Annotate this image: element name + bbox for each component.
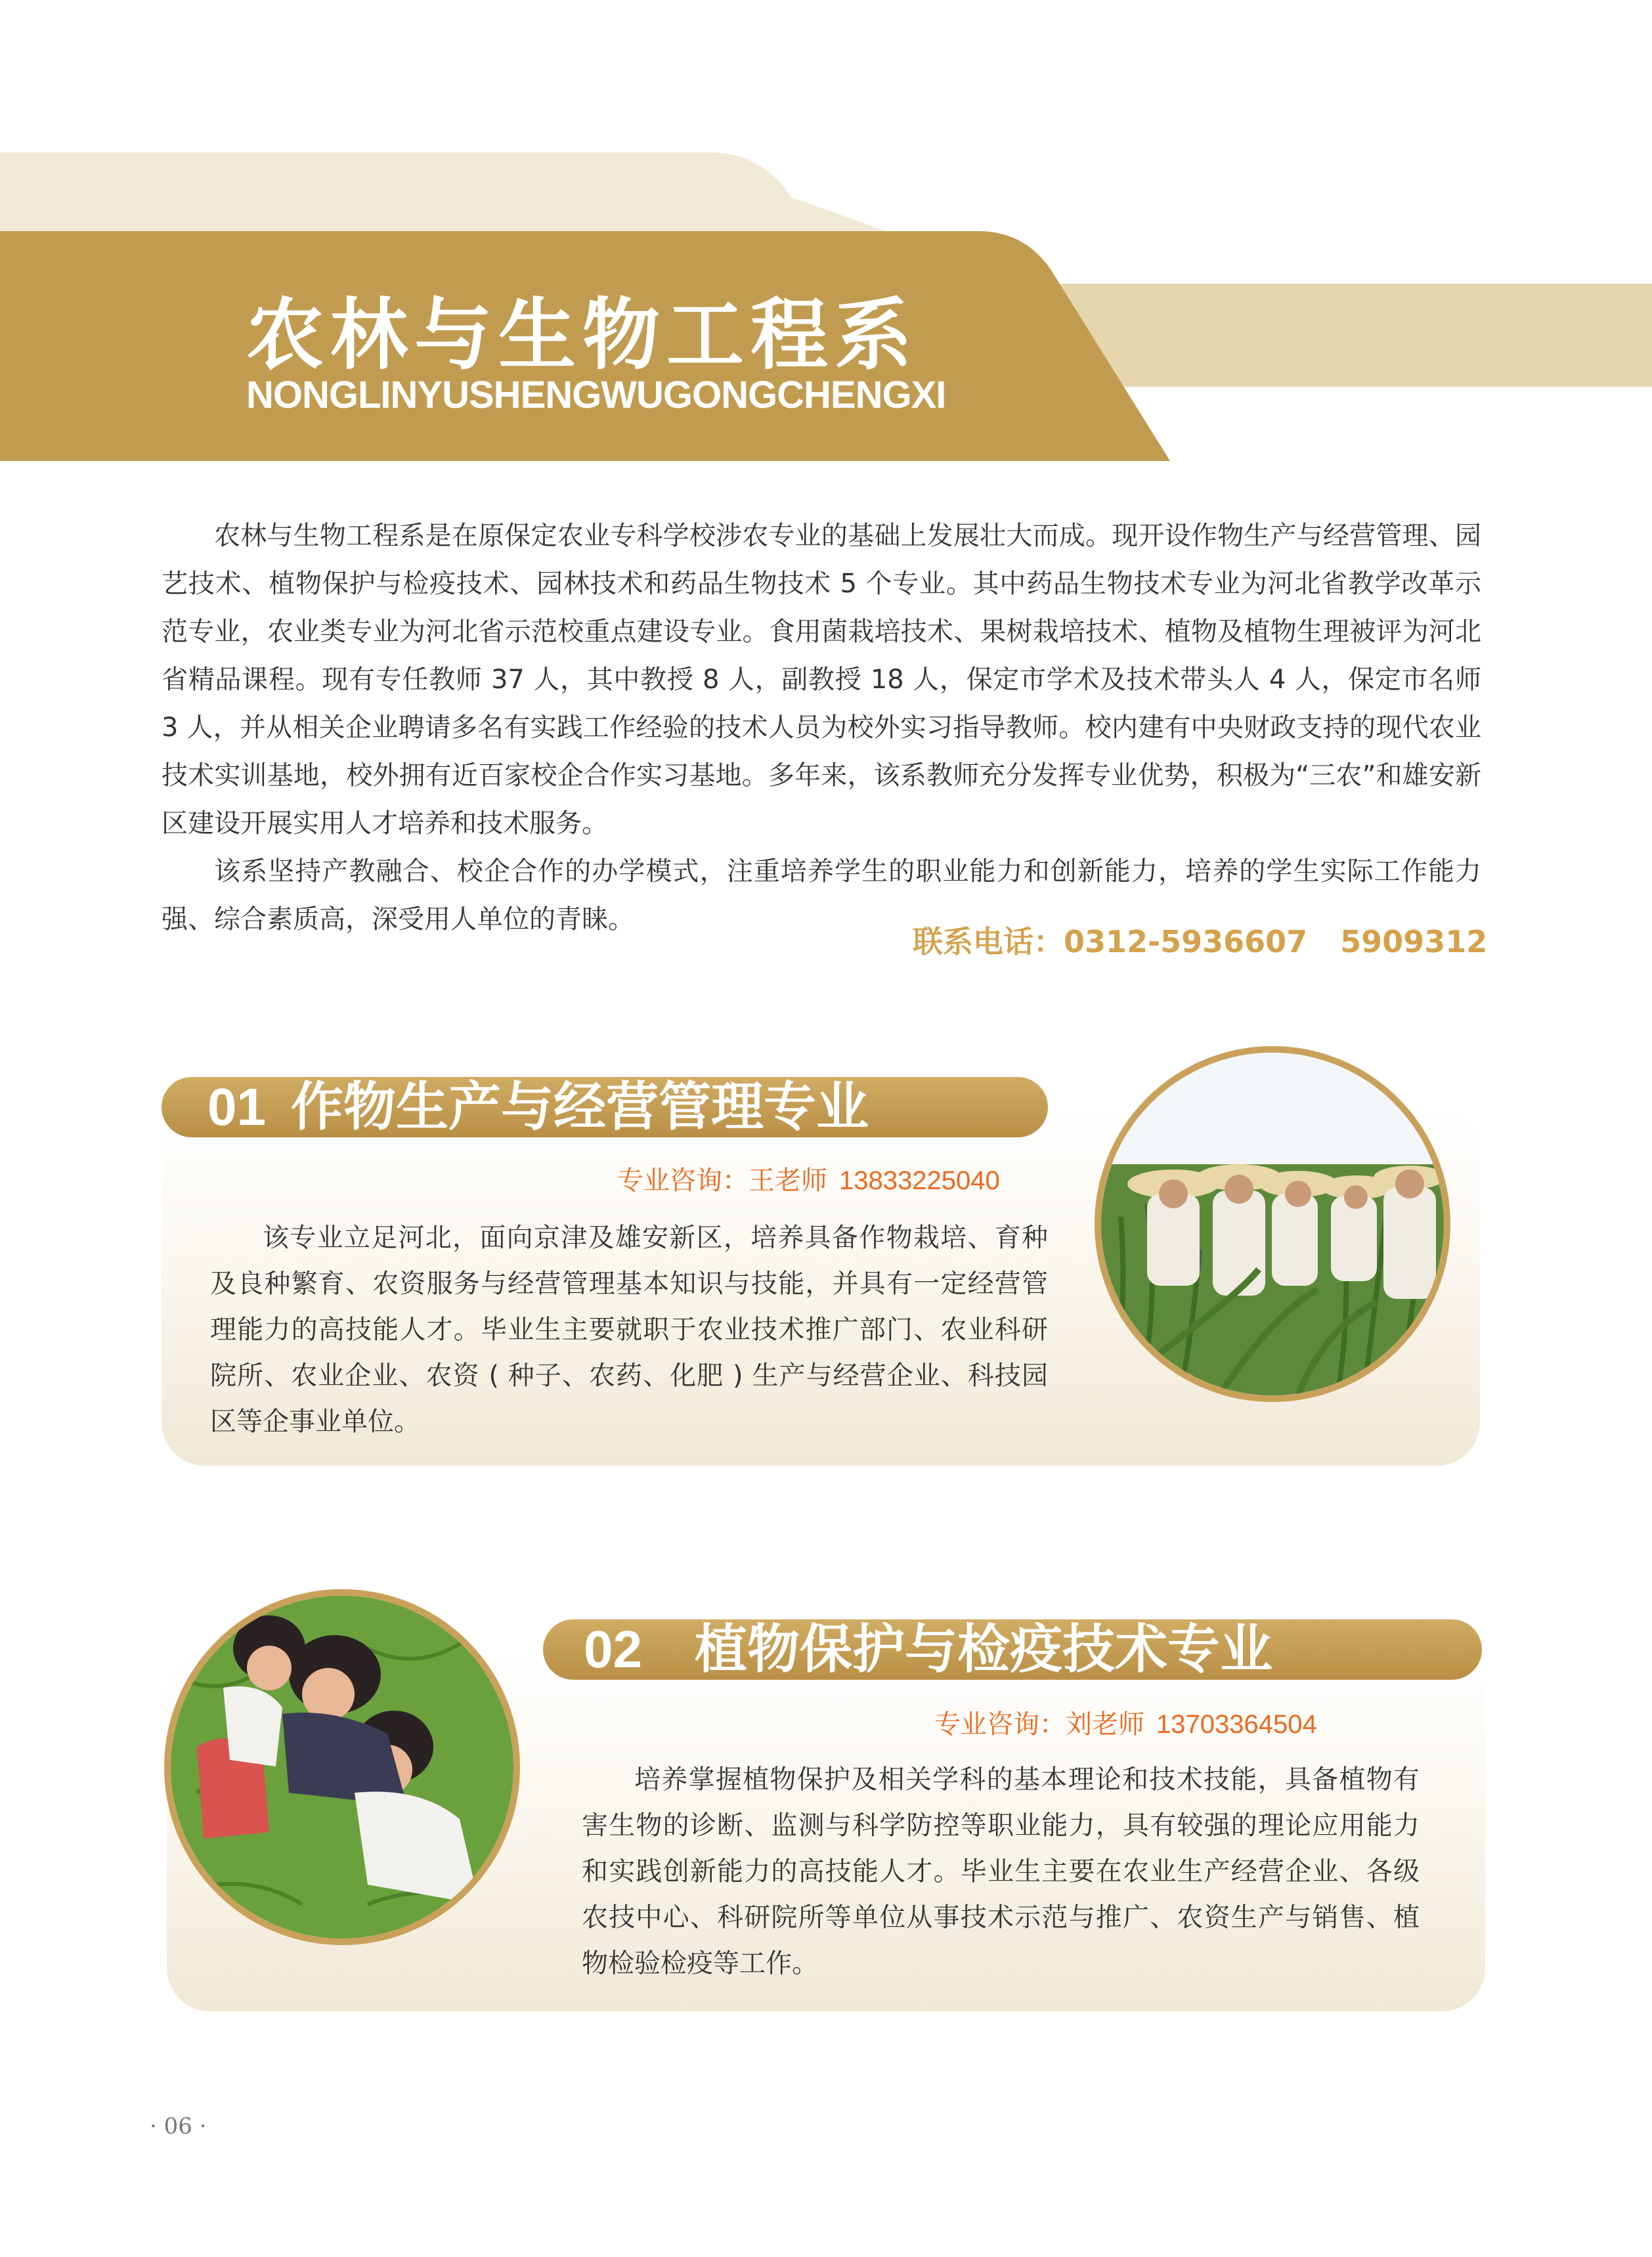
intro-paragraph: 该系坚持产教融合、校企合作的办学模式，注重培养学生的职业能力和创新能力，培养的学生实际工作能力强、综合素质高，深受用人单位的青睐。 (162, 856, 1481, 934)
intro-paragraph: 农林与生物工程系是在原保定农业专科学校涉农专业的基础上发展壮大而成。现开设作物生产与经营管理、园艺技术、植物保护与检疫技术、园林技术和药品生物技术 5 个专业。其中药品生物技术专业为河北省教学改革示范专业，农业类专业为河北省示范校重点建设专业。食用菌栽培技术、果树栽培技术、植物及植物生理被评为河北省精品课程。现有专任教师 37 人，其中教授 8 人，副教授 18 人，保定市学术及技术带头人 4 人，保定市名师 3 人，并从相关企业聘请多名有实践工作经验的技术人员为校外实习指导教师。校内建有中央财政支持的现代农业技术实训基地，校外拥有近百家校企合作实习基地。多年来，该系教师充分发挥专业优势，积极为“三农”和雄安新区建设开展实用人才培养和技术服务。 (162, 521, 1481, 839)
major-consult-01 (617, 1160, 1000, 1197)
major-description-02 (582, 1757, 1420, 1986)
students-in-field-illustration (171, 1596, 513, 1939)
page-title: 农林与生物工程系 (246, 290, 919, 380)
banner-right-band (1024, 284, 1652, 386)
consult-label: 专业咨询：刘老师 (934, 1710, 1144, 1739)
major-consult-02 (934, 1703, 1317, 1741)
consult-label: 专业咨询：王老师 (617, 1166, 827, 1195)
major-title-pill-02 (543, 1619, 1482, 1680)
major-name: 作物生产与经营管理专业 (290, 1076, 869, 1137)
contact-label: 联系电话： (913, 924, 1064, 959)
major-photo-01 (1095, 1046, 1450, 1402)
major-photo-02 (164, 1589, 520, 1945)
field-photo-illustration (1101, 1053, 1444, 1395)
major-title-pill-01 (162, 1077, 1048, 1137)
major-number: 01 (207, 1078, 266, 1136)
major-number: 02 (584, 1620, 642, 1678)
consult-phone: 13703364504 (1156, 1710, 1317, 1739)
contact-phone-2: 5909312 (1340, 924, 1488, 959)
consult-phone: 13833225040 (839, 1166, 1000, 1195)
major-description-01 (210, 1215, 1048, 1445)
description-text: 该专业立足河北，面向京津及雄安新区，培养具备作物栽培、育种及良种繁育、农资服务与经营管理基本知识与技能，并具有一定经营管理能力的高技能人才。毕业生主要就职于农业技术推广部门、农业科研院所、农业企业、农资 ( 种子、农药、化肥 ) 生产与经营企业、科技园区等企事业单位。 (210, 1223, 1048, 1437)
contact-phone-line (913, 918, 1487, 961)
page-subtitle-pinyin: NONGLINYUSHENGWUGONGCHENGXI (246, 374, 946, 416)
major-name: 植物保护与检疫技术专业 (694, 1619, 1272, 1680)
description-text: 培养掌握植物保护及相关学科的基本理论和技术技能，具备植物有害生物的诊断、监测与科学防控等职业能力，具有较强的理论应用能力和实践创新能力的高技能人才。毕业生主要在农业生产经营企业、各级农技中心、科研院所等单位从事技术示范与推广、农资生产与销售、植物检验检疫等工作。 (582, 1764, 1420, 1979)
contact-phone-1: 0312-5936607 (1064, 924, 1308, 959)
page-number: · 06 · (150, 2113, 207, 2139)
department-intro (162, 512, 1481, 944)
